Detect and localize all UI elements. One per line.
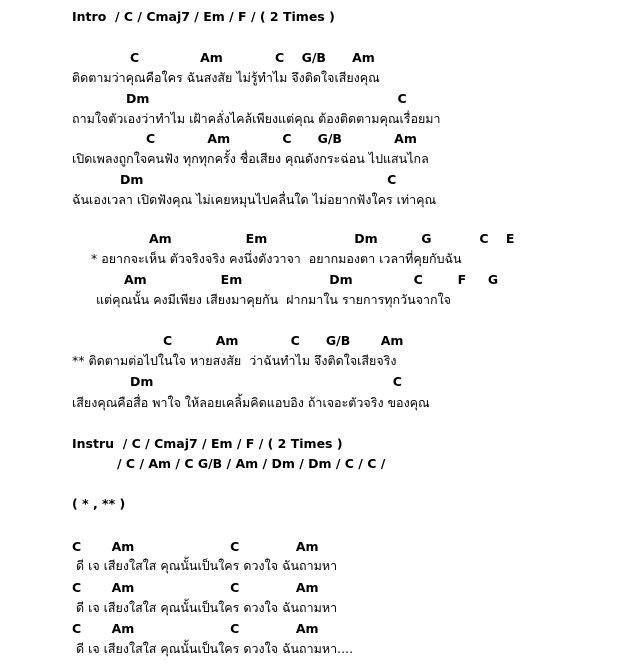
outro-chords-3: C Am C Am (72, 621, 319, 636)
intro-line: Intro / C / Cmaj7 / Em / F / ( 2 Times ) (72, 9, 335, 24)
verse1-chords-4: Dm C (120, 172, 397, 187)
verse1-lyric-2: ถามใจตัวเองว่าทำไม เฝ้าคลั่งไคล้เพียงแต่คุณ ต้องติดตามคุณเรื่อยมา (72, 111, 441, 126)
chorus-chords-2: Am Em Dm C F G (124, 272, 499, 287)
verse1-chords-2: Dm C (126, 91, 407, 106)
verse1-chords-3: C Am C G/B Am (146, 131, 417, 146)
verse1-lyric-3: เปิดเพลงถูกใจคนฟัง ทุกทุกครั้ง ชื่อเสียง คุณดังกระฉ่อน ไปแสนไกล (72, 151, 429, 166)
outro-lyric-1: ดี เจ เสียงใสใส คุณนั้นเป็นใคร ดวงใจ ฉันถามหา (72, 558, 338, 573)
bridge-chords-1: C Am C G/B Am (163, 333, 404, 348)
outro-lyric-3: ดี เจ เสียงใสใส คุณนั้นเป็นใคร ดวงใจ ฉันถามหา.... (72, 641, 354, 656)
verse1-chords-1: C Am C G/B Am (130, 50, 375, 65)
bridge-chords-2: Dm C (130, 374, 402, 389)
chorus-lyric-2: แต่คุณนั้น คงมีเพียง เสียงมาคุยกัน ฝากมาใน รายการทุกวันจากใจ (96, 292, 452, 307)
bridge-lyric-1: ** ติดตามต่อไปในใจ หายสงสัย ว่าฉันทำไม จึงติดใจเสียจริง (72, 353, 397, 368)
outro-chords-2: C Am C Am (72, 580, 319, 595)
instru-line-2: / C / Am / C G/B / Am / Dm / Dm / C / C / (117, 456, 386, 471)
outro-lyric-2: ดี เจ เสียงใสใส คุณนั้นเป็นใคร ดวงใจ ฉันถามหา (72, 600, 338, 615)
instru-line-1: Instru / C / Cmaj7 / Em / F / ( 2 Times ) (72, 436, 343, 451)
verse1-lyric-1: ติดตามว่าคุณคือใคร ฉันสงสัย ไม่รู้ทำไม จึงติดใจเสียงคุณ (72, 70, 380, 85)
outro-chords-1: C Am C Am (72, 539, 319, 554)
verse1-lyric-4: ฉันเองเวลา เปิดฟังคุณ ไม่เคยหมุนไปคลื่นใด ไม่อยากฟังใคร เท่าคุณ (72, 192, 437, 207)
chorus-chords-1: Am Em Dm G C E (149, 231, 515, 246)
chorus-lyric-1: * อยากจะเห็น ตัวจริงจริง คงนึ่งดังวาจา อยากมองตา เวลาที่คุยกับฉัน (91, 251, 462, 266)
repeat-marker: ( * , ** ) (72, 496, 126, 511)
bridge-lyric-2: เสียงคุณคือสื่อ พาใจ ให้ลอยเคลิ้มคิดแอบอิง ถ้าเจอะตัวจริง ของคุณ (72, 395, 430, 410)
